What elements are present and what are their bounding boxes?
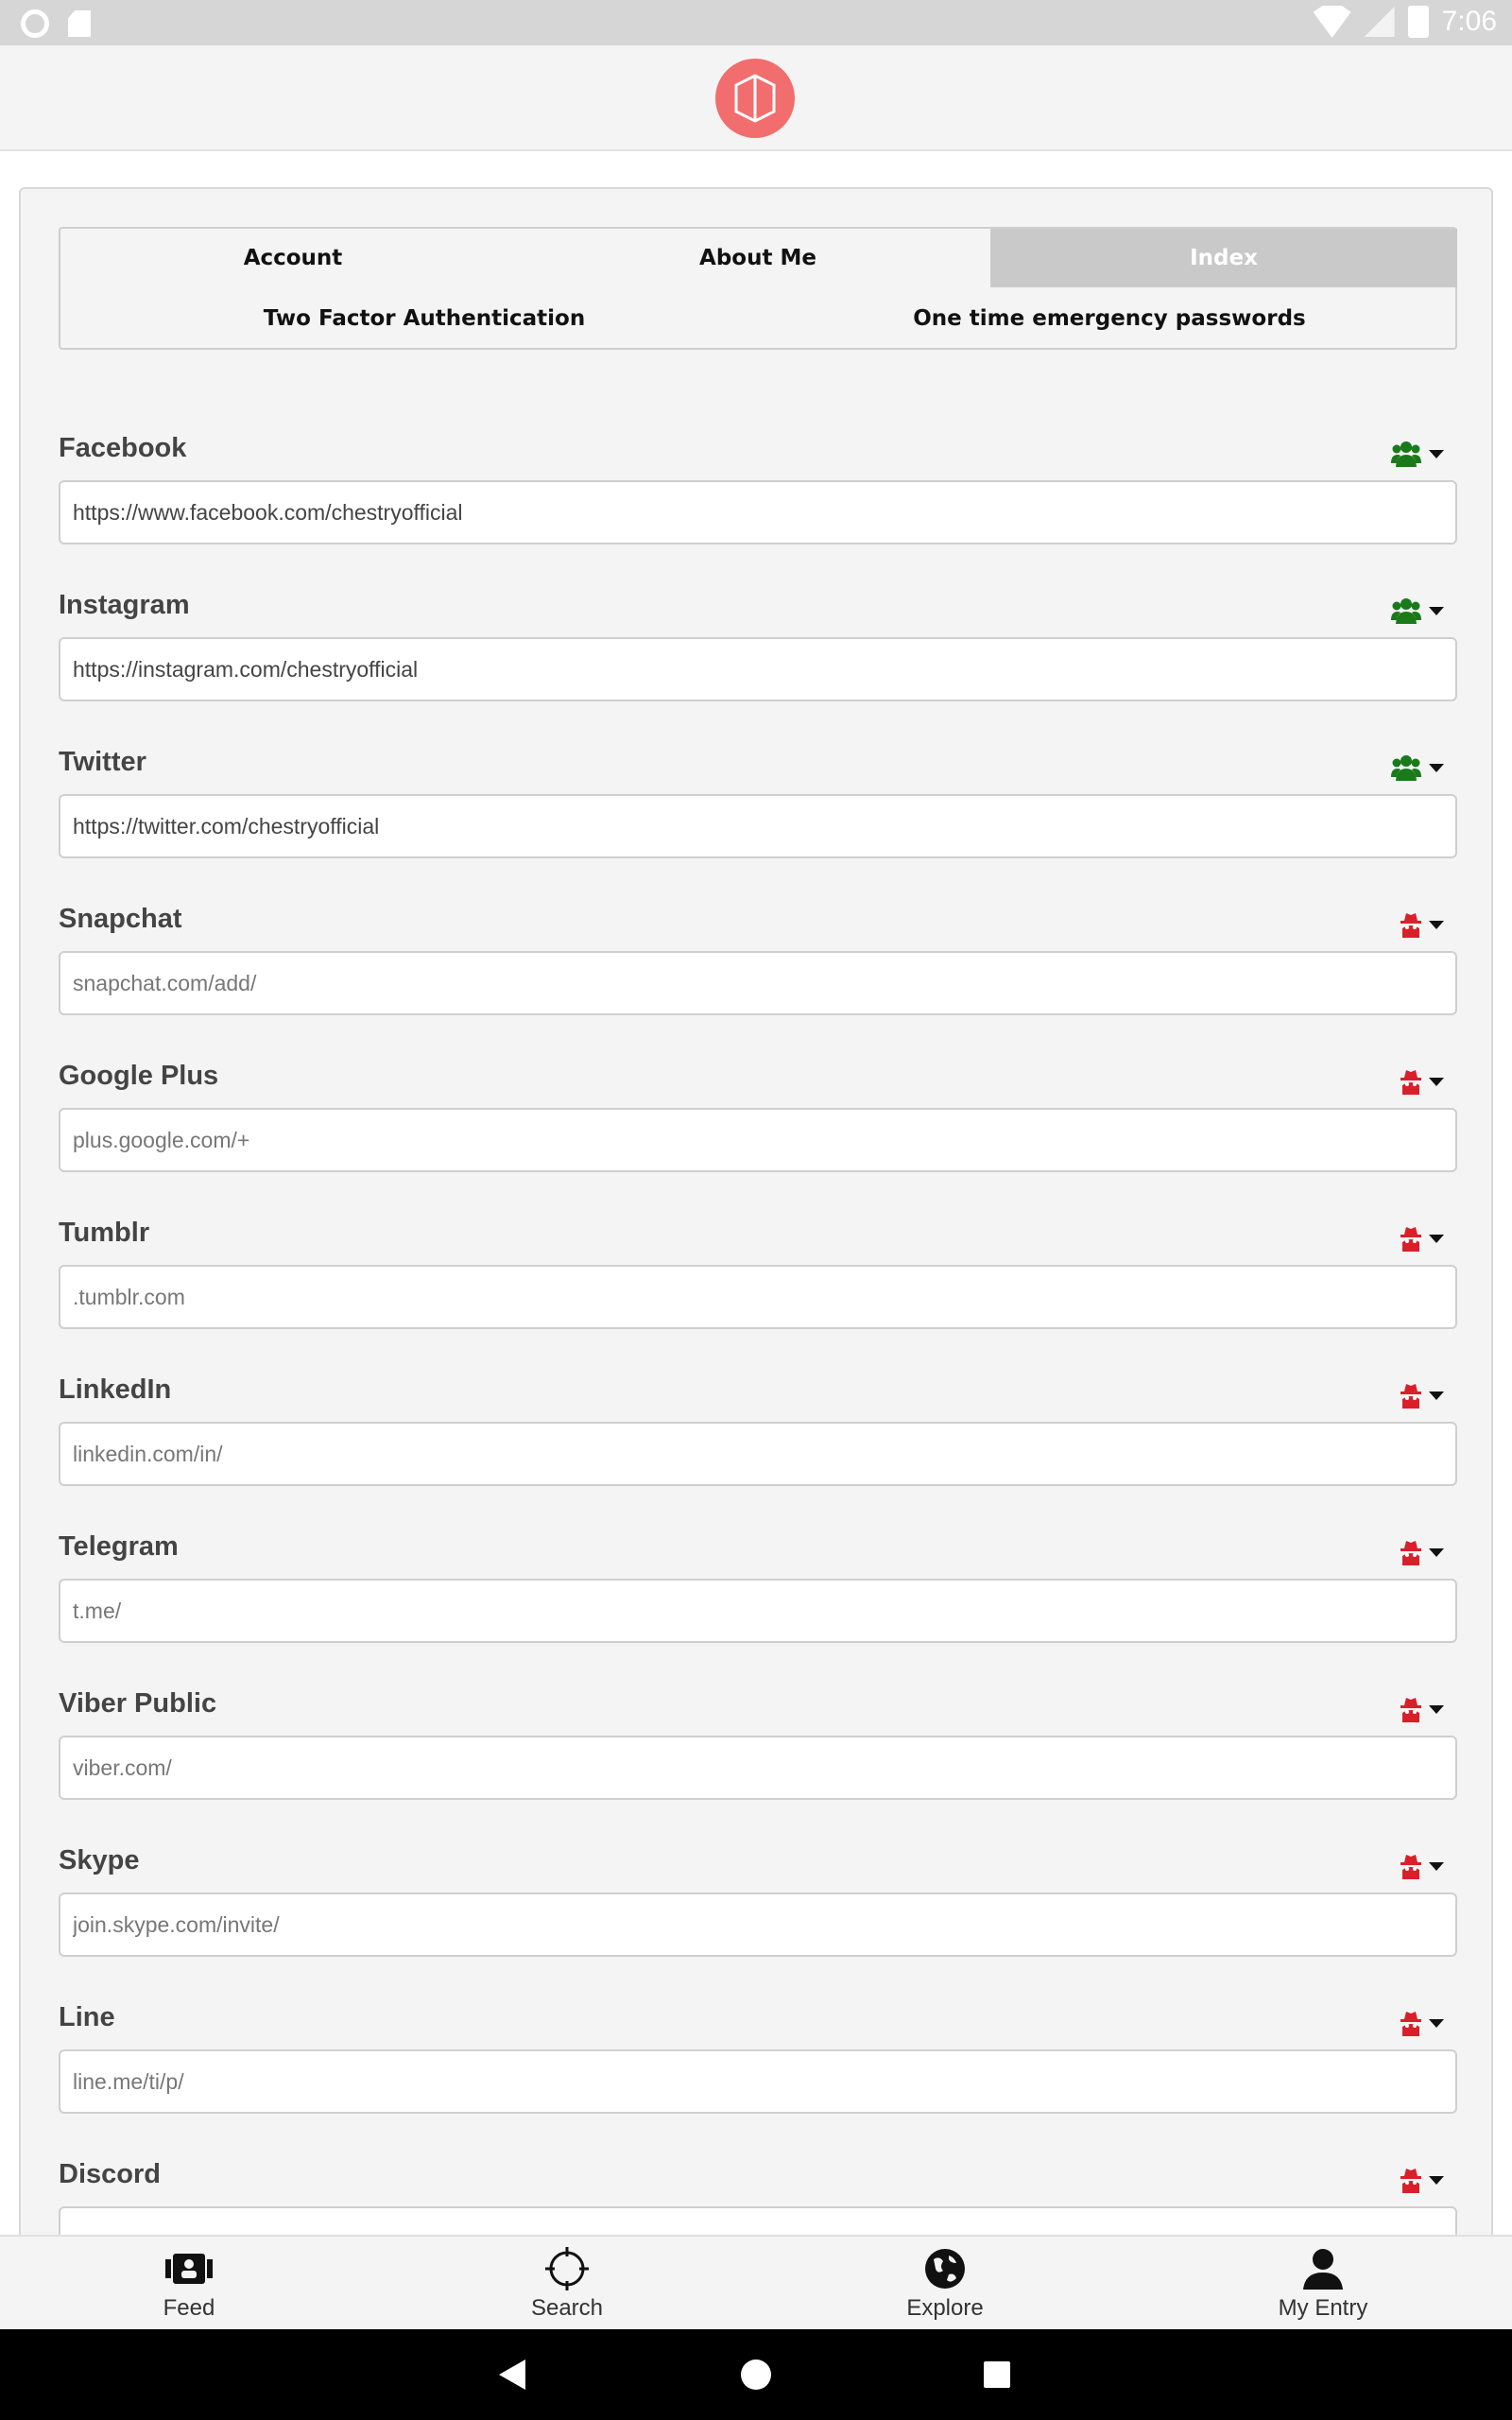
private-incognito-icon — [1400, 2167, 1421, 2193]
field-label-linkedin: LinkedIn — [59, 1374, 172, 1405]
tab-emergency-passwords[interactable]: One time emergency passwords — [913, 306, 1306, 331]
notification-circle-icon — [21, 9, 49, 38]
system-nav-bar — [0, 2329, 1512, 2420]
nav-my-entry-label: My Entry — [1278, 2295, 1368, 2321]
input-google-plus[interactable] — [59, 1108, 1457, 1172]
tab-bar — [59, 227, 1457, 350]
field-label-discord: Discord — [59, 2159, 161, 2189]
caret-down-icon — [1429, 764, 1444, 772]
field-label-skype: Skype — [59, 1845, 140, 1876]
field-label-telegram: Telegram — [59, 1531, 179, 1562]
input-twitter[interactable] — [59, 794, 1457, 858]
input-skype[interactable] — [59, 1893, 1457, 1957]
field-label-snapchat: Snapchat — [59, 904, 182, 934]
signal-icon — [1365, 7, 1395, 37]
field-instagram — [59, 590, 1457, 722]
public-group-icon — [1391, 754, 1421, 781]
privacy-dropdown-twitter[interactable] — [1391, 754, 1444, 781]
private-incognito-icon — [1400, 1382, 1421, 1409]
private-incognito-icon — [1400, 1696, 1421, 1722]
feed-icon — [165, 2252, 213, 2286]
privacy-dropdown-instagram[interactable] — [1391, 597, 1444, 624]
input-tumblr[interactable] — [59, 1265, 1457, 1329]
caret-down-icon — [1429, 450, 1444, 458]
nav-my-entry[interactable] — [1134, 2237, 1512, 2331]
privacy-dropdown-snapchat[interactable] — [1400, 911, 1444, 938]
privacy-dropdown-google-plus[interactable] — [1400, 1068, 1444, 1095]
nav-explore[interactable] — [756, 2237, 1134, 2331]
field-label-line: Line — [59, 2002, 115, 2032]
privacy-dropdown-facebook[interactable] — [1391, 441, 1444, 467]
field-tumblr — [59, 1218, 1457, 1350]
bottom-nav — [0, 2235, 1512, 2329]
nav-feed[interactable] — [0, 2237, 378, 2331]
public-group-icon — [1391, 441, 1421, 467]
crosshair-search-icon — [545, 2247, 589, 2290]
field-skype — [59, 1845, 1457, 1978]
privacy-dropdown-viber-public[interactable] — [1400, 1696, 1444, 1722]
logo-cube-icon — [734, 74, 776, 123]
caret-down-icon — [1429, 921, 1444, 929]
globe-icon — [924, 2248, 966, 2290]
caret-down-icon — [1429, 607, 1444, 615]
field-label-twitter: Twitter — [59, 747, 146, 777]
app-logo[interactable] — [715, 59, 795, 138]
field-snapchat — [59, 904, 1457, 1036]
back-icon[interactable] — [499, 2360, 525, 2390]
status-bar — [0, 0, 1512, 45]
private-incognito-icon — [1400, 1225, 1421, 1252]
caret-down-icon — [1429, 2176, 1444, 2185]
privacy-dropdown-tumblr[interactable] — [1400, 1225, 1444, 1252]
nav-search[interactable] — [378, 2237, 756, 2331]
private-incognito-icon — [1400, 911, 1421, 938]
caret-down-icon — [1429, 1548, 1444, 1557]
privacy-dropdown-line[interactable] — [1400, 2010, 1444, 2036]
input-linkedin[interactable] — [59, 1422, 1457, 1486]
field-label-instagram: Instagram — [59, 590, 190, 620]
input-instagram[interactable] — [59, 637, 1457, 701]
field-line — [59, 2002, 1457, 2135]
private-incognito-icon — [1400, 1853, 1421, 1879]
privacy-dropdown-linkedin[interactable] — [1400, 1382, 1444, 1409]
field-label-google-plus: Google Plus — [59, 1061, 219, 1091]
input-viber-public[interactable] — [59, 1736, 1457, 1800]
privacy-dropdown-telegram[interactable] — [1400, 1539, 1444, 1565]
caret-down-icon — [1429, 1078, 1444, 1086]
input-line[interactable] — [59, 2049, 1457, 2114]
input-telegram[interactable] — [59, 1579, 1457, 1643]
field-label-facebook: Facebook — [59, 433, 187, 463]
tab-index[interactable]: Index — [990, 229, 1457, 287]
recent-apps-icon[interactable] — [984, 2361, 1010, 2388]
field-telegram — [59, 1531, 1457, 1664]
nav-feed-label: Feed — [163, 2295, 215, 2321]
status-time: 7:06 — [1441, 6, 1497, 37]
caret-down-icon — [1429, 1392, 1444, 1400]
nav-explore-label: Explore — [906, 2295, 984, 2321]
caret-down-icon — [1429, 1235, 1444, 1243]
private-incognito-icon — [1400, 1539, 1421, 1565]
tab-account[interactable]: Account — [243, 246, 343, 270]
sd-card-icon — [68, 10, 91, 37]
caret-down-icon — [1429, 1705, 1444, 1714]
public-group-icon — [1391, 597, 1421, 624]
tab-about-me[interactable]: About Me — [699, 246, 816, 270]
tab-two-factor-authentication[interactable]: Two Factor Authentication — [263, 306, 586, 331]
field-label-viber-public: Viber Public — [59, 1688, 217, 1719]
user-icon — [1303, 2248, 1343, 2290]
field-facebook — [59, 433, 1457, 565]
field-google-plus — [59, 1061, 1457, 1193]
nav-search-label: Search — [530, 2295, 604, 2321]
caret-down-icon — [1429, 2019, 1444, 2028]
settings-card — [19, 187, 1493, 2420]
home-icon[interactable] — [741, 2360, 771, 2390]
wifi-icon — [1314, 6, 1351, 38]
input-facebook[interactable] — [59, 480, 1457, 544]
private-incognito-icon — [1400, 2010, 1421, 2036]
field-twitter — [59, 747, 1457, 879]
caret-down-icon — [1429, 1862, 1444, 1871]
privacy-dropdown-skype[interactable] — [1400, 1853, 1444, 1879]
input-snapchat[interactable] — [59, 951, 1457, 1015]
field-linkedin — [59, 1374, 1457, 1507]
battery-icon — [1408, 6, 1429, 38]
field-viber-public — [59, 1688, 1457, 1821]
field-label-tumblr: Tumblr — [59, 1218, 150, 1248]
privacy-dropdown-discord[interactable] — [1400, 2167, 1444, 2193]
app-header — [0, 45, 1512, 151]
private-incognito-icon — [1400, 1068, 1421, 1095]
